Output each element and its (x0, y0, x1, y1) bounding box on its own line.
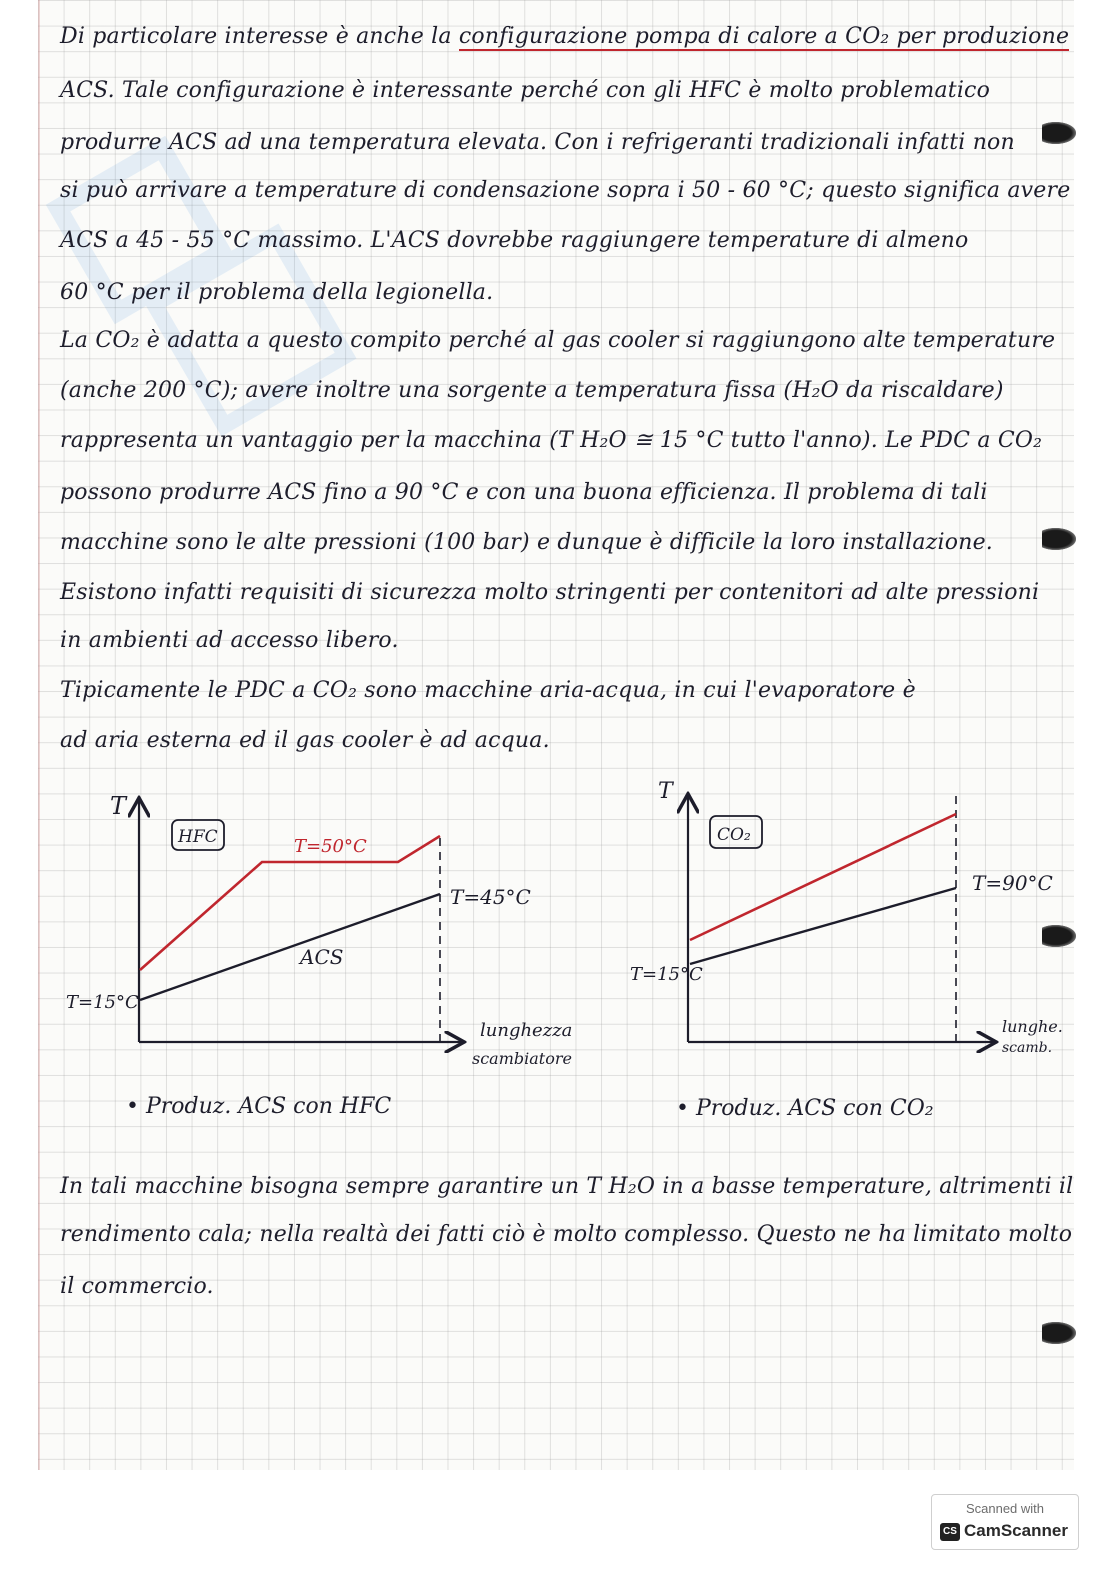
text-line: possono produrre ACS fino a 90 °C e con una buona efficienza. Il problema di tali (60, 480, 988, 505)
text-line: In tali macchine bisogna sempre garantire un T H₂O in a basse temperature, altrimenti il (60, 1174, 1074, 1199)
start-temp-label: T=15°C (66, 992, 139, 1013)
text-line: produrre ACS ad una temperatura elevata. Con i refrigeranti tradizionali infatti non (60, 130, 1015, 155)
camscanner-logo-icon: CS (940, 1523, 960, 1541)
page-margin-line (38, 0, 40, 1470)
binder-hole (1042, 1322, 1076, 1344)
black-end-temp-label: T=45°C (450, 885, 531, 909)
x-axis-label-2: scambiatore (472, 1049, 572, 1068)
text-line: il commercio. (60, 1274, 214, 1299)
binder-hole (1042, 528, 1076, 550)
text-line: ACS a 45 - 55 °C massimo. L'ACS dovrebbe raggiungere temperature di almeno (60, 228, 969, 253)
hfc-caption: • Produz. ACS con HFC (126, 1094, 392, 1119)
text-line: Esistono infatti requisiti di sicurezza molto stringenti per contenitori ad alte pressioni (60, 580, 1040, 605)
text-line: rendimento cala; nella realtà dei fatti ciò è molto complesso. Questo ne ha limitato molto (60, 1222, 1073, 1247)
text-line: La CO₂ è adatta a questo compito perché al gas cooler si raggiungono alte temperature (60, 328, 1056, 353)
acs-water-line (140, 894, 440, 1000)
bullet-icon: • (126, 1094, 146, 1119)
text-line-lead: Di particolare interesse è anche la (60, 24, 459, 49)
text-line: 60 °C per il problema della legionella. (60, 280, 494, 305)
x-axis-label: lunghezza (480, 1020, 573, 1041)
text-line: Tipicamente le PDC a CO₂ sono macchine aria-acqua, in cui l'evaporatore è (60, 678, 916, 703)
text-line: in ambienti ad accesso libero. (60, 628, 399, 653)
acs-water-line (690, 888, 956, 964)
text-line: rappresenta un vantaggio per la macchina (T H₂O ≅ 15 °C tutto l'anno). Le PDC a CO₂ (60, 428, 1043, 453)
co2-caption: • Produz. ACS con CO₂ (676, 1096, 934, 1121)
co2-temperature-diagram (620, 779, 1063, 1080)
camscanner-badge (931, 1494, 1079, 1550)
badge-top-text: Scanned with (965, 1501, 1045, 1516)
end-temp-label: T=90°C (972, 871, 1053, 895)
badge-name: CamScanner (964, 1521, 1068, 1540)
co2-badge: CO₂ (717, 825, 751, 845)
hfc-temperature-diagram (60, 780, 573, 1100)
text-line: ACS. Tale configurazione è interessante perché con gli HFC è molto problematico (60, 78, 991, 103)
text-line: macchine sono le alte pressioni (100 bar) e dunque è difficile la loro installazione. (60, 530, 993, 555)
red-temp-label: T=50°C (294, 836, 367, 857)
text-line (60, 24, 1069, 49)
start-temp-label: T=15°C (630, 964, 703, 985)
underlined-phrase: configurazione pompa di calore a CO₂ per produzione (458, 24, 1070, 49)
text-line: (anche 200 °C); avere inoltre una sorgente a temperatura fissa (H₂O da riscaldare) (60, 378, 1004, 403)
text-line: si può arrivare a temperature di condensazione sopra i 50 - 60 °C; questo significa avere (60, 178, 1071, 203)
refrigerant-curve (140, 836, 440, 970)
y-axis-label: T (658, 779, 673, 804)
x-axis-label: lunghe. (1002, 1017, 1063, 1036)
hfc-badge: HFC (178, 827, 218, 847)
x-axis-label-2: scamb. (1002, 1040, 1053, 1056)
binder-hole (1042, 122, 1076, 144)
bullet-icon: • (676, 1096, 696, 1121)
acs-line-label: ACS (300, 945, 344, 969)
y-axis-label: T (110, 792, 127, 820)
text-line: ad aria esterna ed il gas cooler è ad acqua. (60, 728, 550, 753)
